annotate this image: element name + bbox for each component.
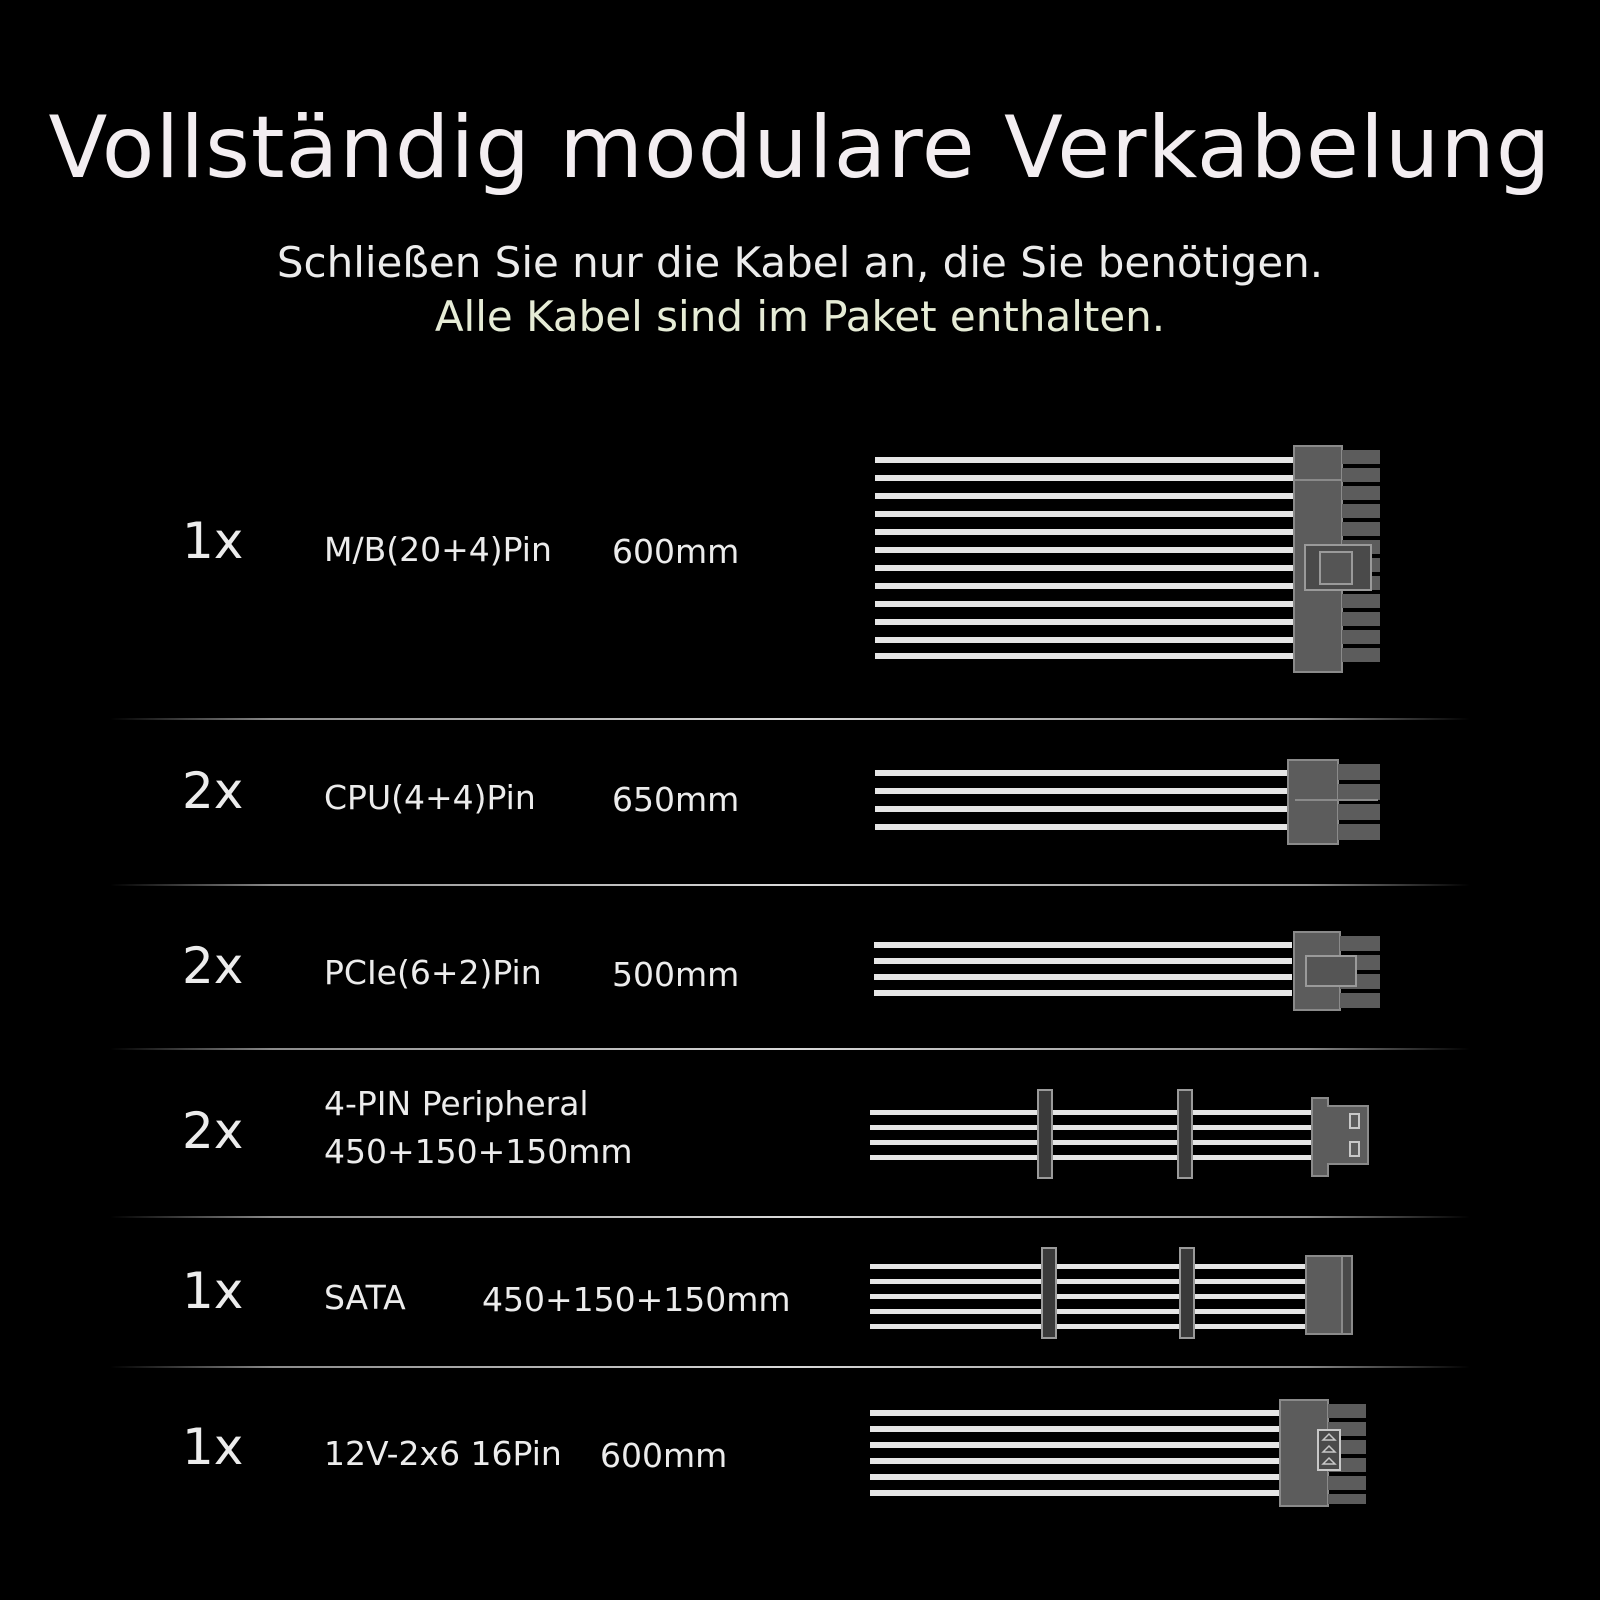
- row-divider: [110, 884, 1470, 886]
- molex-peripheral-cable-icon: [866, 1086, 1386, 1182]
- cable-name: 4-PIN Peripheral: [324, 1084, 589, 1123]
- atx-24pin-cable-icon: [870, 440, 1390, 678]
- cable-qty: 2x: [182, 937, 244, 995]
- cable-length: 450+150+150mm: [482, 1280, 791, 1319]
- cable-qty: 1x: [182, 512, 244, 570]
- cpu-8pin-cable-icon: [870, 756, 1390, 848]
- cable-length: 600mm: [612, 532, 740, 571]
- cable-length: 650mm: [612, 780, 740, 819]
- pcie-8pin-cable-icon: [870, 928, 1390, 1014]
- cable-qty: 2x: [182, 1102, 244, 1160]
- subtitle-line-1: Schließen Sie nur die Kabel an, die Sie benötigen.: [276, 238, 1324, 287]
- cable-name: CPU(4+4)Pin: [324, 778, 536, 817]
- cable-qty: 1x: [182, 1418, 244, 1476]
- subtitle-line-2: Alle Kabel sind im Paket enthalten.: [434, 292, 1166, 341]
- sata-cable-icon: [866, 1244, 1386, 1342]
- row-divider: [110, 718, 1470, 720]
- row-divider: [110, 1048, 1470, 1050]
- cable-name: PCIe(6+2)Pin: [324, 953, 542, 992]
- cable-length: 500mm: [612, 955, 740, 994]
- cable-length: 600mm: [600, 1436, 728, 1475]
- row-divider: [110, 1216, 1470, 1218]
- 12v-2x6-16pin-cable-icon: [866, 1396, 1386, 1512]
- cable-qty: 2x: [182, 762, 244, 820]
- cable-length: 450+150+150mm: [324, 1132, 633, 1171]
- page-title: Vollständig modulare Verkabelung: [48, 98, 1552, 198]
- cable-qty: 1x: [182, 1262, 244, 1320]
- row-divider: [110, 1366, 1470, 1368]
- cable-name: 12V-2x6 16Pin: [324, 1434, 562, 1473]
- cable-name: SATA: [324, 1278, 406, 1317]
- cable-name: M/B(20+4)Pin: [324, 530, 552, 569]
